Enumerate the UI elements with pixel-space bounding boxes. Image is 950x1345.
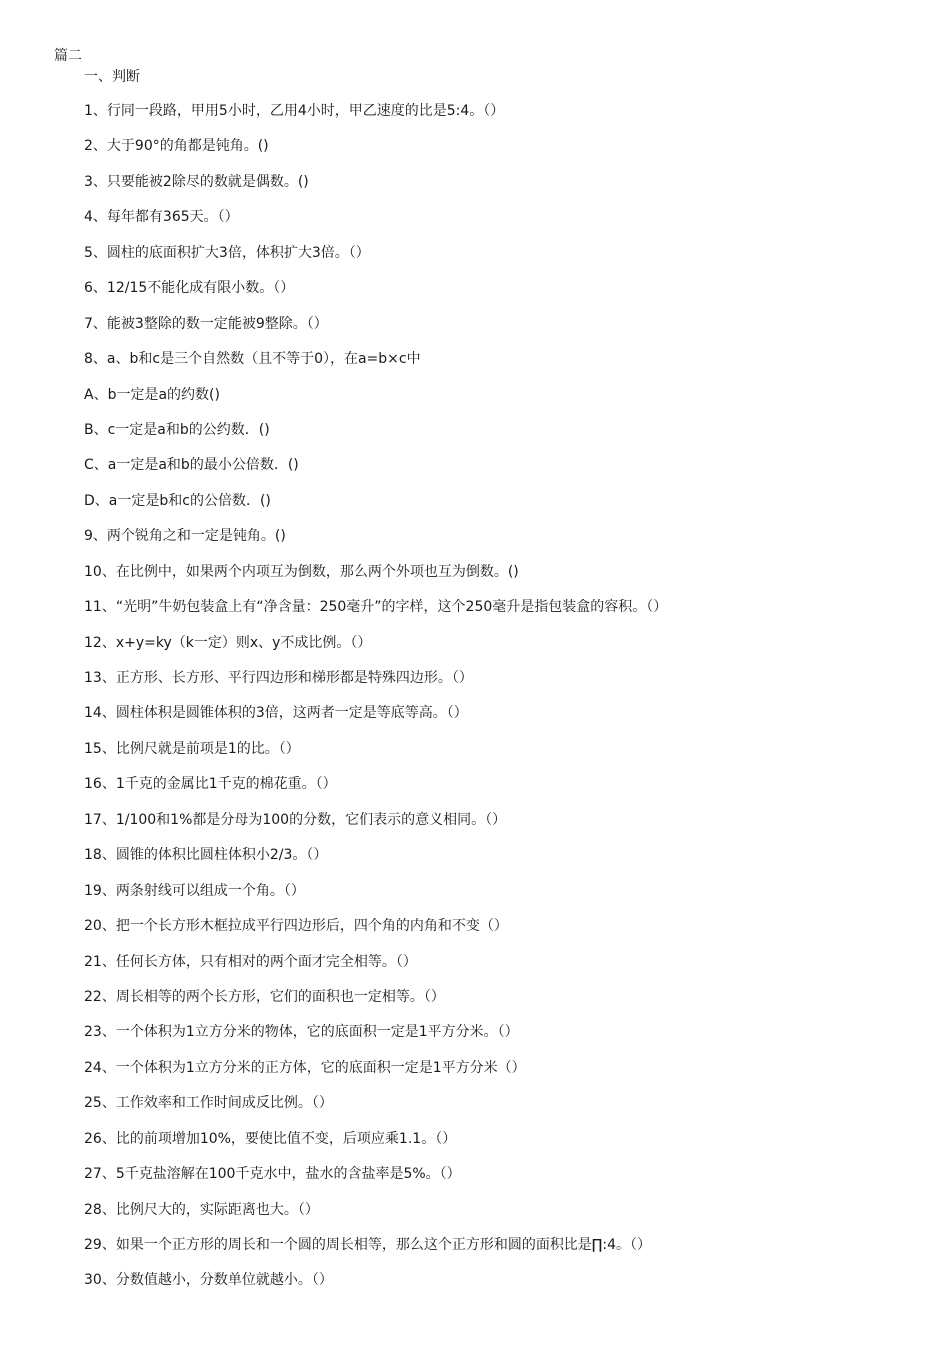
question-item: 13、正方形、长方形、平行四边形和梯形都是特殊四边形。（）: [84, 670, 473, 686]
question-item: 3、只要能被2除尽的数就是偶数。(): [84, 173, 309, 190]
question-item: 6、12/15不能化成有限小数。（）: [84, 280, 295, 297]
question-list: [84, 102, 924, 1307]
question-item: 22、周长相等的两个长方形，它们的面积也一定相等。（）: [84, 988, 445, 1005]
question-item: 30、分数值越小，分数单位就越小。（）: [84, 1272, 333, 1289]
question-item: 19、两条射线可以组成一个角。（）: [84, 882, 305, 899]
question-item: 8、a、b和c是三个自然数（且不等于0），在a=b×c中: [84, 351, 421, 368]
document-heading: 篇二: [54, 48, 82, 64]
question-item: 14、圆柱体积是圆锥体积的3倍，这两者一定是等底等高。（）: [84, 705, 468, 722]
question-item: 29、如果一个正方形的周长和一个圆的周长相等，那么这个正方形和圆的面积比是∏:4。（）: [84, 1237, 652, 1253]
question-item: A、b一定是a的约数(): [84, 386, 220, 403]
question-item: 24、一个体积为1立方分米的正方体，它的底面积一定是1平方分米（）: [84, 1059, 526, 1076]
question-item: C、a一定是a和b的最小公倍数．(): [84, 457, 299, 474]
question-item: 18、圆锥的体积比圆柱体积小2/3。（）: [84, 847, 328, 864]
question-item: 20、把一个长方形木框拉成平行四边形后，四个角的内角和不变（）: [84, 918, 508, 935]
question-item: 15、比例尺就是前项是1的比。（）: [84, 740, 300, 757]
question-item: 4、每年都有365天。（）: [84, 209, 239, 226]
question-item: 10、在比例中，如果两个内项互为倒数，那么两个外项也互为倒数。(): [84, 563, 519, 580]
question-item: 16、1千克的金属比1千克的棉花重。（）: [84, 776, 337, 793]
question-item: 25、工作效率和工作时间成反比例。（）: [84, 1095, 333, 1112]
question-item: D、a一定是b和c的公倍数．(): [84, 492, 271, 509]
question-item: 21、任何长方体，只有相对的两个面才完全相等。（）: [84, 953, 417, 970]
question-item: 23、一个体积为1立方分米的物体，它的底面积一定是1平方分米。（）: [84, 1024, 519, 1041]
question-item: 1、行同一段路，甲用5小时，乙用4小时，甲乙速度的比是5:4。（）: [84, 103, 505, 119]
section-title: 一、判断: [84, 69, 140, 85]
question-item: 9、两个锐角之和一定是钝角。(): [84, 528, 286, 545]
question-item: 27、5千克盐溶解在100千克水中，盐水的含盐率是5%。（）: [84, 1166, 461, 1183]
question-item: B、c一定是a和b的公约数．(): [84, 421, 270, 438]
question-item: 12、x+y=ky（k一定）则x、y不成比例。（）: [84, 634, 372, 651]
question-item: 11、“光明”牛奶包装盒上有“净含量：250毫升”的字样，这个250毫升是指包装盒的容积。（）: [84, 599, 668, 616]
question-item: 28、比例尺大的，实际距离也大。（）: [84, 1201, 319, 1218]
question-item: 5、圆柱的底面积扩大3倍，体积扩大3倍。（）: [84, 244, 370, 261]
question-item: 17、1/100和1%都是分母为100的分数，它们表示的意义相同。（）: [84, 811, 507, 828]
question-item: 7、能被3整除的数一定能被9整除。（）: [84, 315, 328, 332]
question-item: 26、比的前项增加10%，要使比值不变，后项应乘1.1。（）: [84, 1130, 457, 1147]
question-item: 2、大于90°的角都是钝角。(): [84, 138, 269, 155]
